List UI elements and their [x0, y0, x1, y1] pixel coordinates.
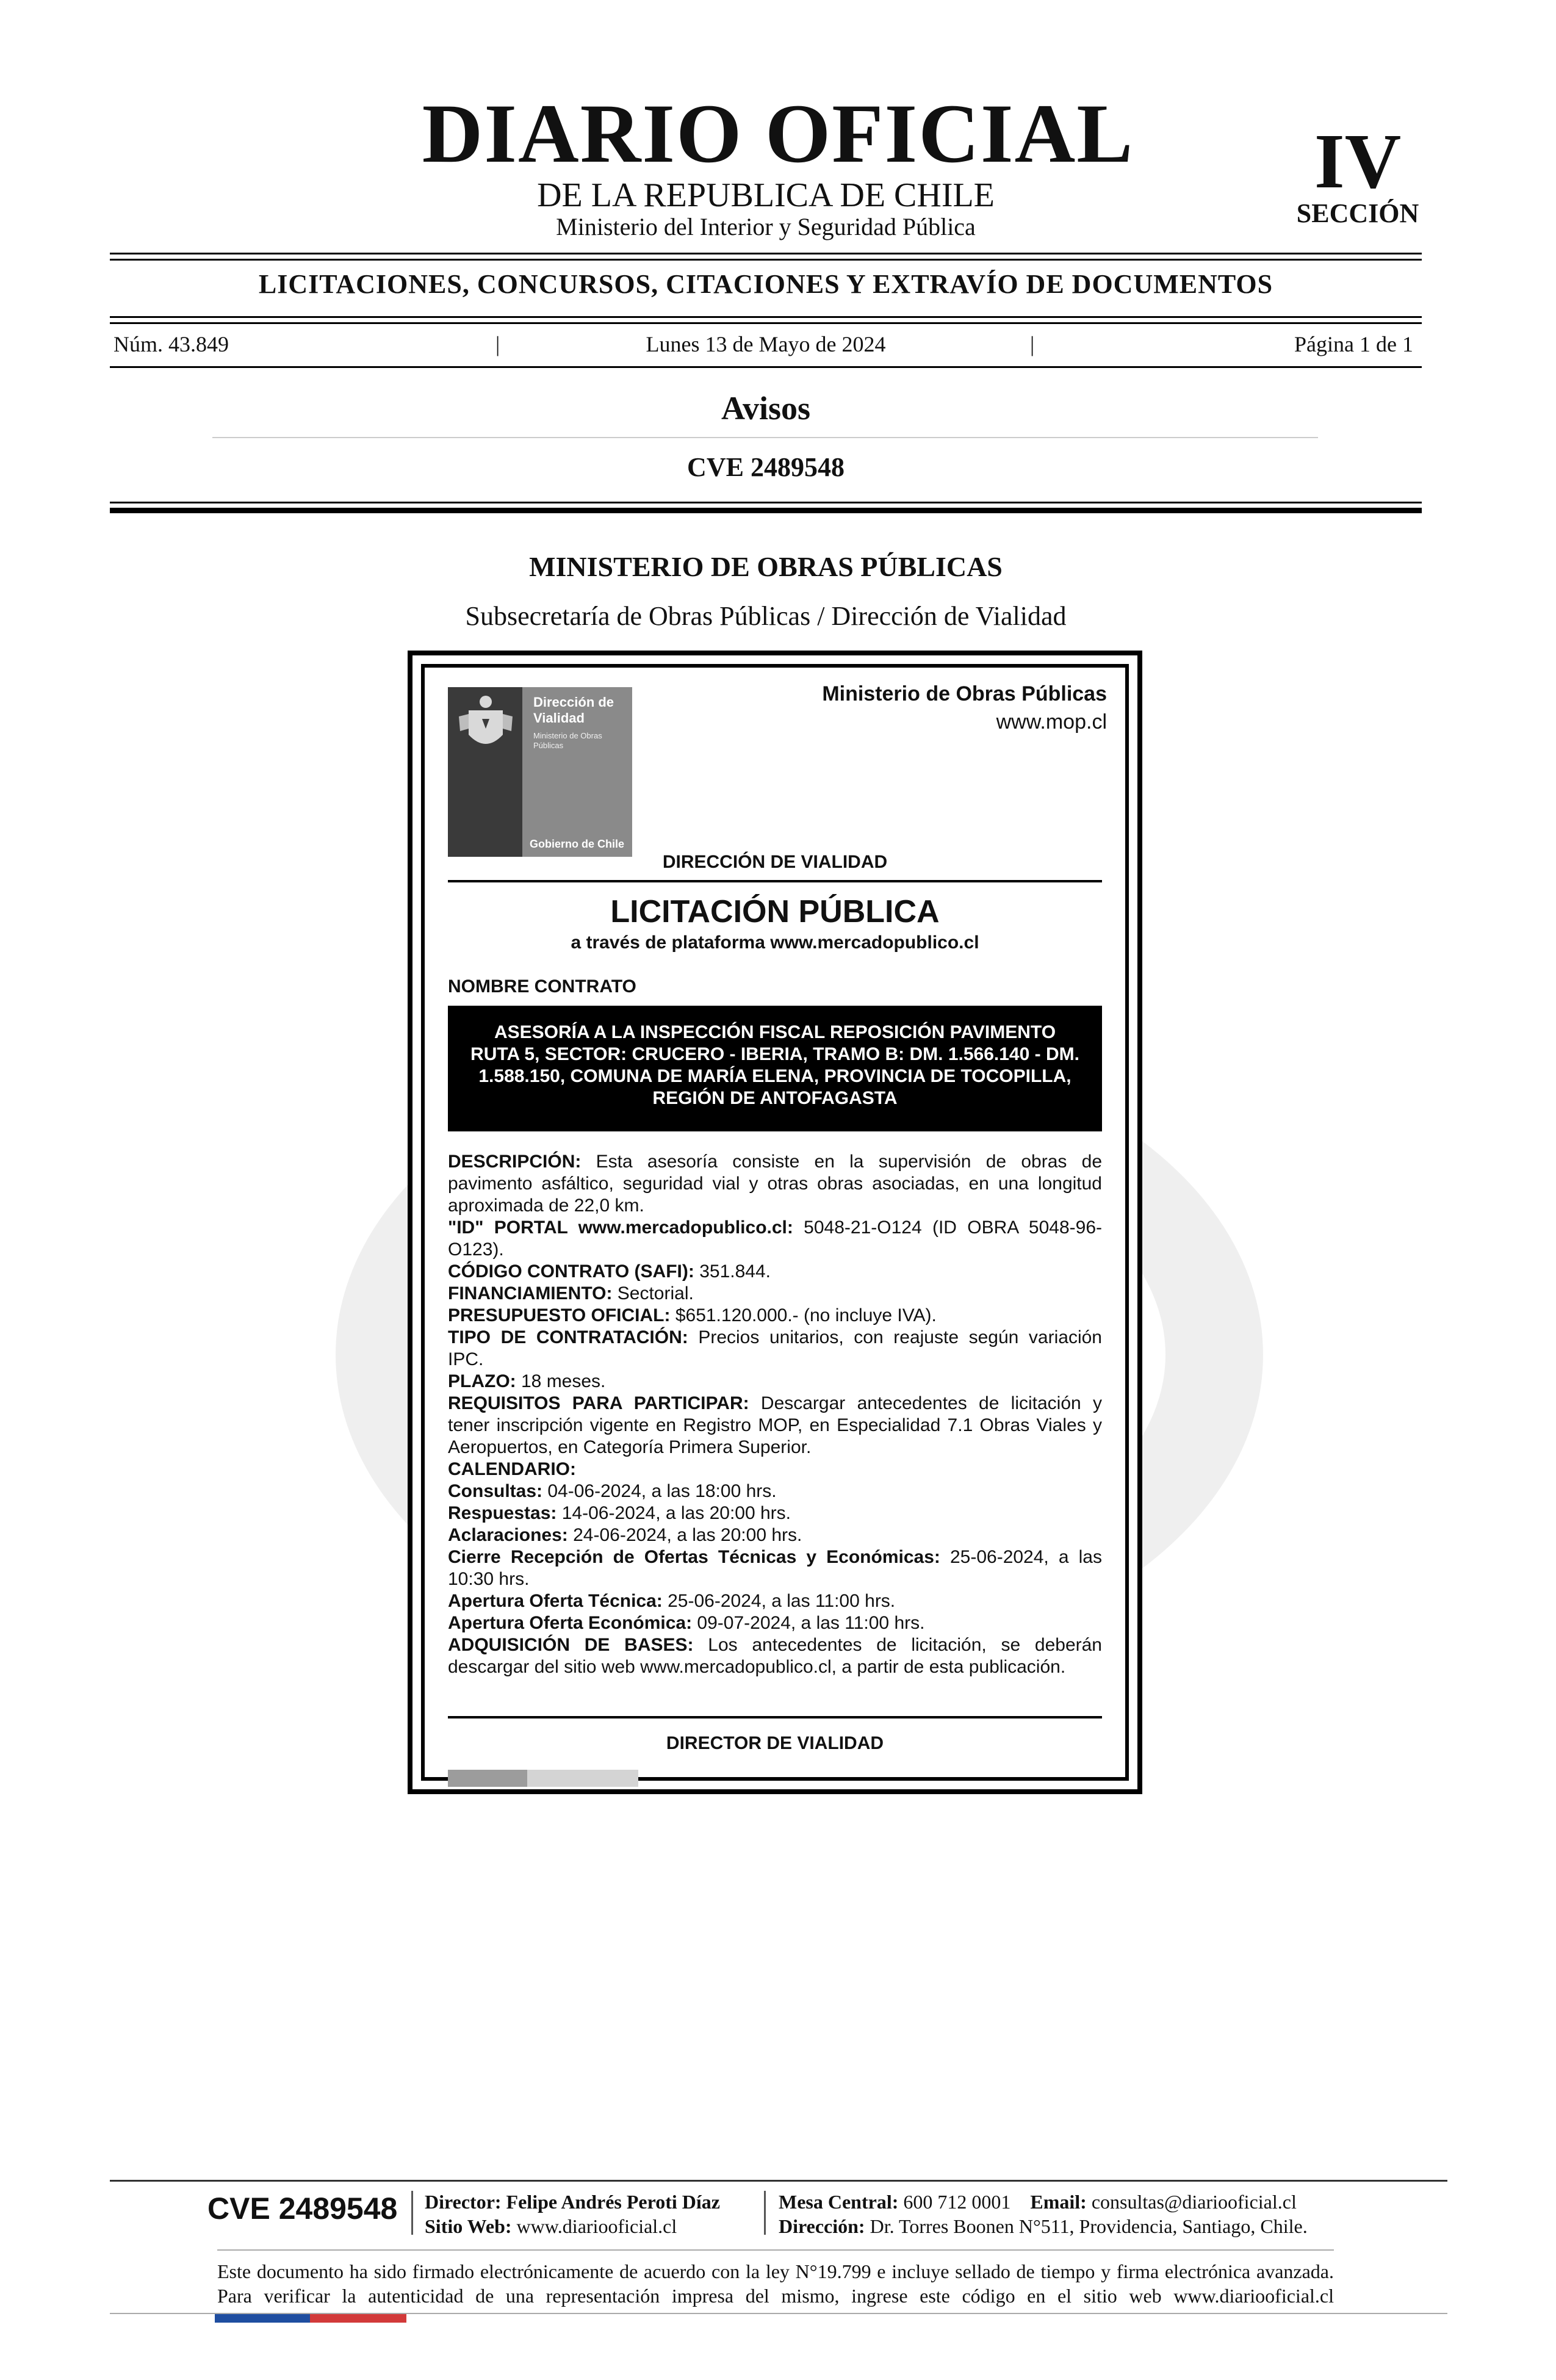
issue-separator: |: [1030, 332, 1035, 356]
calendar-consultas: Consultas: 04-06-2024, a las 18:00 hrs.: [448, 1481, 777, 1501]
flag-stripe-red: [310, 2314, 406, 2323]
footer-director: Director: Felipe Andrés Peroti Díaz: [425, 2191, 720, 2213]
contract-name-box: [448, 1006, 1102, 1131]
contract-label: NOMBRE CONTRATO: [448, 976, 636, 997]
calendar-aclaraciones: Aclaraciones: 24-06-2024, a las 20:00 hrs.: [448, 1525, 802, 1545]
section-label: SECCIÓN: [1296, 198, 1419, 228]
footer-phone-email: Mesa Central: 600 712 0001 Email: consultas@diariooficial.cl: [779, 2191, 1297, 2213]
notice-title: LICITACIÓN PÚBLICA: [610, 894, 940, 929]
government-flag-bar: [448, 1770, 638, 1787]
flag-stripe-blue: [215, 2314, 310, 2323]
info-rule: [110, 366, 1422, 368]
contract-name-line: REGIÓN DE ANTOFAGASTA: [652, 1088, 898, 1108]
cve-rule: [110, 502, 1422, 503]
footer-rule: [110, 2180, 1447, 2182]
notice-rule: [448, 880, 1102, 882]
detail-term: PLAZO: 18 meses.: [448, 1371, 606, 1391]
detail-requirements: REQUISITOS PARA PARTICIPAR: Descargar antecedentes de licitación y tener inscripción vigente en Registro MOP, en Especialidad 7.1 Obras Viales y Aeropuertos, en Categoría Primera Superior.: [448, 1393, 1102, 1457]
masthead-title: DIARIO OFICIAL: [422, 87, 1134, 180]
detail-budget: PRESUPUESTO OFICIAL: $651.120.000.- (no incluye IVA).: [448, 1305, 937, 1325]
issue-number: Núm. 43.849: [113, 332, 229, 356]
signature-title: DIRECTOR DE VIALIDAD: [666, 1733, 884, 1753]
logo-title: Dirección de Vialidad: [533, 694, 614, 726]
department-name: DIRECCIÓN DE VIALIDAD: [662, 852, 888, 872]
category-rule: [110, 316, 1422, 318]
header-rule: [110, 259, 1422, 261]
publisher-subsecretaria: Subsecretaría de Obras Públicas / Dirección de Vialidad: [465, 601, 1067, 631]
notice-details: [448, 1151, 1102, 1678]
category-rule: [110, 322, 1422, 324]
flag-segment: [448, 1770, 527, 1787]
cve-code: CVE 2489548: [687, 452, 845, 482]
avisos-rule: [212, 437, 1318, 438]
calendar-respuestas: Respuestas: 14-06-2024, a las 20:00 hrs.: [448, 1503, 791, 1523]
contract-name-line: 1.588.150, COMUNA DE MARÍA ELENA, PROVINCIA DE TOCOPILLA,: [478, 1066, 1072, 1086]
publisher-ministry: MINISTERIO DE OBRAS PÚBLICAS: [529, 551, 1003, 582]
contract-name-line: RUTA 5, SECTOR: CRUCERO - IBERIA, TRAMO B: DM. 1.566.140 - DM.: [470, 1044, 1079, 1064]
logo-subtitle: Ministerio de Obras Públicas: [533, 731, 602, 750]
organization-name: Ministerio de Obras Públicas: [822, 682, 1107, 705]
detail-contract-type: TIPO DE CONTRATACIÓN: Precios unitarios, con reajuste según variación IPC.: [448, 1327, 1102, 1369]
calendar-apertura-tecnica: Apertura Oferta Técnica: 25-06-2024, a las 11:00 hrs.: [448, 1591, 896, 1611]
footer-legal-note: Este documento ha sido firmado electrónicamente de acuerdo con la ley N°19.799 e incluye sellado de tiempo y firma electrónica avanzada. Para verificar la autenticidad de una representación impresa del mismo, ingrese este código en el sitio web www.diariooficial.cl: [217, 2260, 1334, 2307]
issue-page: Página 1 de 1: [1294, 332, 1413, 356]
organization-website: www.mop.cl: [996, 710, 1107, 734]
logo-government: Gobierno de Chile: [530, 838, 625, 850]
notice-rule: [448, 1716, 1102, 1718]
tender-notice: [408, 651, 1142, 1794]
section-number: IV: [1314, 118, 1402, 204]
footer-rule: [217, 2249, 1334, 2251]
issue-separator: |: [495, 332, 500, 356]
contract-name-line: ASESORÍA A LA INSPECCIÓN FISCAL REPOSICIÓN PAVIMENTO: [494, 1022, 1056, 1042]
detail-description: DESCRIPCIÓN: Esta asesoría consiste en la supervisión de obras de pavimento asfáltico, seguridad vial y otras obras asociadas, en una longitud aproximada de 22,0 km.: [448, 1152, 1102, 1216]
masthead-subtitle: DE LA REPUBLICA DE CHILE: [537, 176, 995, 214]
detail-calendar: CALENDARIO:: [448, 1459, 576, 1479]
footer-cve-code: CVE 2489548: [207, 2191, 398, 2226]
section-title: Avisos: [721, 390, 811, 427]
detail-contract-code: CÓDIGO CONTRATO (SAFI): 351.844.: [448, 1261, 771, 1282]
category-title: LICITACIONES, CONCURSOS, CITACIONES Y EXTRAVÍO DE DOCUMENTOS: [258, 269, 1273, 299]
tender-notice-frame: [421, 664, 1129, 1781]
footer-divider: [764, 2191, 766, 2235]
vialidad-logo: [448, 687, 632, 857]
calendar-cierre: Cierre Recepción de Ofertas Técnicas y Económicas: 25-06-2024, a las 10:30 hrs.: [448, 1547, 1102, 1589]
footer-website: Sitio Web: www.diariooficial.cl: [425, 2215, 677, 2237]
detail-bases: ADQUISICIÓN DE BASES: Los antecedentes de licitación, se deberán descargar del sitio web www.mercadopublico.cl, a partir de esta publicación.: [448, 1635, 1102, 1677]
detail-portal-id: "ID" PORTAL www.mercadopublico.cl: 5048-21-O124 (ID OBRA 5048-96-O123).: [448, 1217, 1102, 1260]
footer-address: Dirección: Dr. Torres Boonen N°511, Providencia, Santiago, Chile.: [779, 2215, 1308, 2237]
coat-of-arms-icon: [456, 692, 515, 759]
calendar-apertura-economica: Apertura Oferta Económica: 09-07-2024, a las 11:00 hrs.: [448, 1613, 925, 1633]
masthead-ministry: Ministerio del Interior y Seguridad Pública: [556, 213, 976, 240]
footer-divider: [411, 2191, 413, 2235]
issue-date: Lunes 13 de Mayo de 2024: [646, 332, 886, 356]
detail-financing: FINANCIAMIENTO: Sectorial.: [448, 1283, 694, 1304]
cve-rule: [110, 508, 1422, 513]
header-rule: [110, 253, 1422, 254]
notice-subtitle: a través de plataforma www.mercadopublico.cl: [571, 932, 979, 953]
